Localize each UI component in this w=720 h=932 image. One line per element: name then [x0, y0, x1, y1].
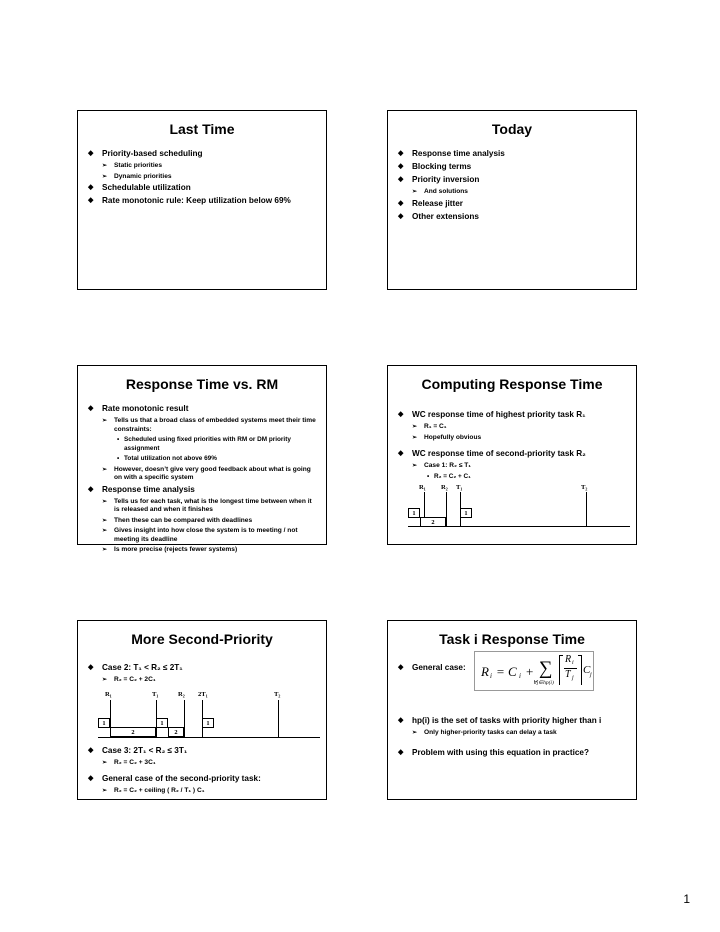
- timeline-diagram: [88, 691, 318, 741]
- slide-title: More Second-Priority: [131, 631, 273, 647]
- page-number: 1: [683, 892, 690, 906]
- timeline-diagram: [398, 484, 628, 530]
- bullet: ◆ WC response time of second-priority task R₂: [398, 449, 628, 459]
- sub-bullet: ➢ Is more precise (rejects fewer systems): [88, 546, 318, 555]
- sub-bullet: ➢ R₂ = C₂ + 2C₁: [88, 676, 318, 685]
- task-block: 1: [98, 718, 110, 728]
- bullet: ◆ Release jitter: [398, 199, 628, 209]
- task-block: 2: [420, 517, 446, 527]
- bullet: ◆ Rate monotonic result: [88, 404, 318, 414]
- bullet: ◆ Priority-based scheduling: [88, 149, 318, 159]
- sub-bullet: ➢ Tells us for each task, what is the longest time between when it is released and when it finishes: [88, 498, 318, 515]
- slide-title: Task i Response Time: [439, 631, 585, 647]
- formula-num: R: [565, 654, 572, 665]
- timeline-axis: [98, 737, 320, 738]
- formula-eq: = C: [496, 664, 517, 679]
- slide-more-second-priority: [77, 620, 327, 800]
- formula-sub: j: [572, 675, 574, 681]
- slide-last-time: [77, 110, 327, 290]
- bullet: ◆ Priority inversion: [398, 175, 628, 185]
- sub-bullet: ➢ Static priorities: [88, 162, 318, 171]
- sub-bullet: ➢ Dynamic priorities: [88, 173, 318, 182]
- timeline-label: R₂: [441, 484, 448, 491]
- bullet: ◆ Rate monotonic rule: Keep utilization below 69%: [88, 196, 318, 206]
- sub-bullet: ➢ R₂ = C₂ + 3C₁: [88, 759, 318, 768]
- formula-sub: j: [590, 672, 592, 678]
- formula-cj: C: [583, 664, 591, 676]
- sub-bullet: ➢ Gives insight into how close the system is to meeting / not meeting its deadline: [88, 527, 318, 544]
- slide-title: Last Time: [169, 121, 235, 137]
- bullet: ◆ hp(i) is the set of tasks with priority higher than i: [398, 716, 628, 726]
- sub-bullet: ➢ Hopefully obvious: [398, 434, 628, 443]
- slide-title: Computing Response Time: [421, 376, 603, 392]
- timeline-label: R₂: [178, 690, 185, 698]
- bullet: ◆ General case:: [398, 663, 628, 673]
- slide-task-i-response-time: [387, 620, 637, 800]
- sub-sub-bullet: • Total utilization not above 69%: [88, 455, 318, 464]
- task-block: 1: [202, 718, 214, 728]
- summation-symbol: ∑: [539, 658, 553, 679]
- timeline-tick: [278, 700, 279, 738]
- formula-range: ∀j∈hp(i): [533, 680, 554, 686]
- formula-den: T: [565, 669, 571, 680]
- sub-bullet: ➢ R₂ = C₂ + ceiling ( R₂ / T₁ ) C₁: [88, 787, 318, 796]
- sub-bullet: ➢ Then these can be compared with deadlines: [88, 517, 318, 526]
- timeline-label: T₂: [274, 690, 281, 698]
- task-block: 1: [408, 508, 420, 518]
- formula-sub: i: [490, 672, 492, 680]
- sub-bullet: ➢ Tells us that a broad class of embedded systems meet their time constraints:: [88, 417, 318, 434]
- task-block: 2: [168, 727, 184, 737]
- task-block: 1: [460, 508, 472, 518]
- bullet: ◆ Response time analysis: [88, 485, 318, 495]
- formula-sub: i: [572, 660, 574, 666]
- ceiling-left: [559, 655, 563, 685]
- timeline-label: T₁: [152, 690, 159, 698]
- formula-lhs: R: [481, 664, 489, 679]
- formula-plus: +: [526, 664, 534, 679]
- timeline-label: T₁: [456, 484, 463, 491]
- bullet: ◆ WC response time of highest priority task R₁: [398, 410, 628, 420]
- slide-today: [387, 110, 637, 290]
- timeline-tick: [446, 492, 447, 527]
- sub-bullet: ➢ However, doesn’t give very good feedback about what is going on with a specific system: [88, 466, 318, 483]
- sub-bullet: ➢ R₁ = C₁: [398, 423, 628, 432]
- timeline-label: 2T₁: [198, 690, 208, 698]
- bullet: ◆ Case 2: T₁ < R₂ ≤ 2T₁: [88, 663, 318, 673]
- bullet: ◆ Other extensions: [398, 212, 628, 222]
- timeline-tick: [586, 492, 587, 527]
- formula-sub: i: [519, 672, 521, 680]
- timeline-label: R₁: [419, 484, 426, 491]
- slide-title: Today: [491, 121, 533, 137]
- bullet: ◆ General case of the second-priority task:: [88, 774, 318, 784]
- slide-response-time-vs-rm: [77, 365, 327, 553]
- timeline-label: R₁: [105, 690, 112, 698]
- bullet: ◆ Problem with using this equation in practice?: [398, 748, 628, 758]
- sub-sub-bullet: • Scheduled using fixed priorities with RM or DM priority assignment: [88, 436, 318, 453]
- bullet: ◆ Schedulable utilization: [88, 183, 318, 193]
- task-block: 1: [156, 718, 168, 728]
- sub-bullet: ➢ Case 1: R₂ ≤ T₁: [398, 462, 628, 471]
- response-time-formula: [474, 651, 594, 691]
- bullet: ◆ Case 3: 2T₁ < R₂ ≤ 3T₁: [88, 746, 318, 756]
- slide-computing-response-time: [387, 365, 637, 545]
- task-block: 2: [110, 727, 156, 737]
- bullet: ◆ Blocking terms: [398, 162, 628, 172]
- sub-bullet: ➢ Only higher-priority tasks can delay a task: [398, 729, 628, 738]
- timeline-label: T₂: [581, 484, 588, 491]
- timeline-tick: [184, 700, 185, 738]
- slide-title: Response Time vs. RM: [125, 376, 279, 392]
- bullet: ◆ Response time analysis: [398, 149, 628, 159]
- sub-bullet: ➢ And solutions: [398, 188, 628, 197]
- ceiling-right: [578, 655, 582, 685]
- sub-sub-bullet: • R₂ = C₂ + C₁: [398, 473, 628, 482]
